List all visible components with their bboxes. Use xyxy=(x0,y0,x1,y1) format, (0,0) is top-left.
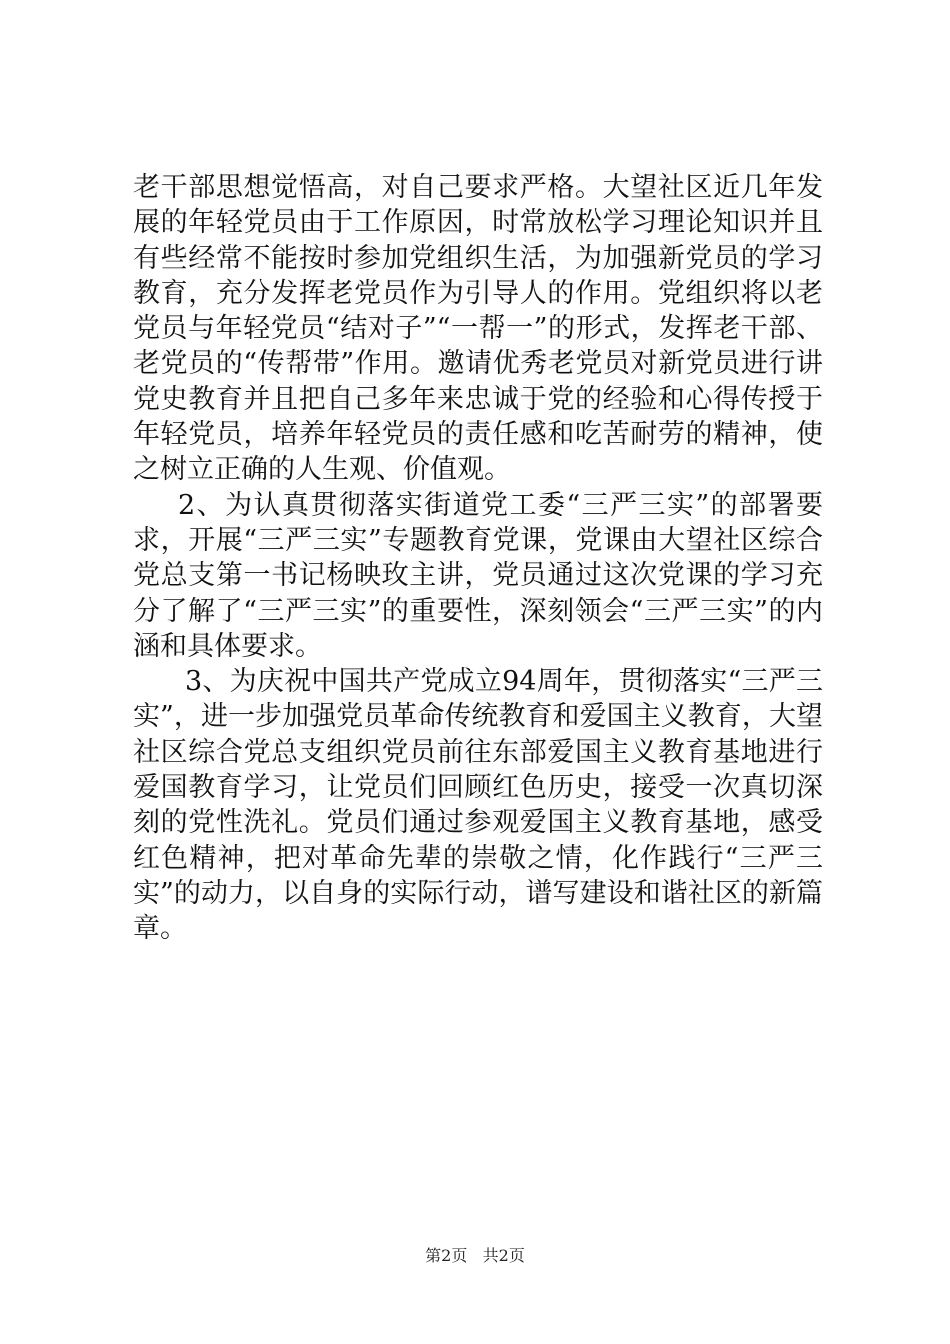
document-body xyxy=(133,170,823,947)
page-separator xyxy=(472,1246,477,1265)
page-number: 第2页 xyxy=(425,1246,468,1265)
page-total: 共2页 xyxy=(482,1246,525,1265)
paragraph-continuation: 老干部思想觉悟高，对自己要求严格。大望社区近几年发展的年轻党员由于工作原因，时常放松学习理论知识并且有些经常不能按时参加党组织生活，为加强新党员的学习教育，充分发挥老党员作为引导人的作用。党组织将以老党员与年轻党员“结对子”“一帮一”的形式，发挥老干部、老党员的“传帮带”作用。邀请优秀老党员对新党员进行讲党史教育并且把自己多年来忠诚于党的经验和心得传授于年轻党员，培养年轻党员的责任感和吃苦耐劳的精神，使之树立正确的人生观、价值观。 xyxy=(133,172,823,486)
page-footer xyxy=(0,1246,950,1266)
paragraph-item-3: 3、为庆祝中国共产党成立94周年，贯彻落实“三严三实”，进一步加强党员革命传统教育和爱国主义教育，大望社区综合党总支组织党员前往东部爱国主义教育基地进行爱国教育学习，让党员们回顾红色历史，接受一次真切深刻的党性洗礼。党员们通过参观爱国主义教育基地，感受红色精神，把对革命先辈的崇敬之情，化作践行“三严三实”的动力，以自身的实际行动，谱写建设和谐社区的新篇章。 xyxy=(133,666,823,945)
paragraph-item-2: 2、为认真贯彻落实街道党工委“三严三实”的部署要求，开展“三严三实”专题教育党课，党课由大望社区综合党总支第一书记杨映玫主讲，党员通过这次党课的学习充分了解了“三严三实”的重要性，深刻领会“三严三实”的内涵和具体要求。 xyxy=(133,489,823,662)
